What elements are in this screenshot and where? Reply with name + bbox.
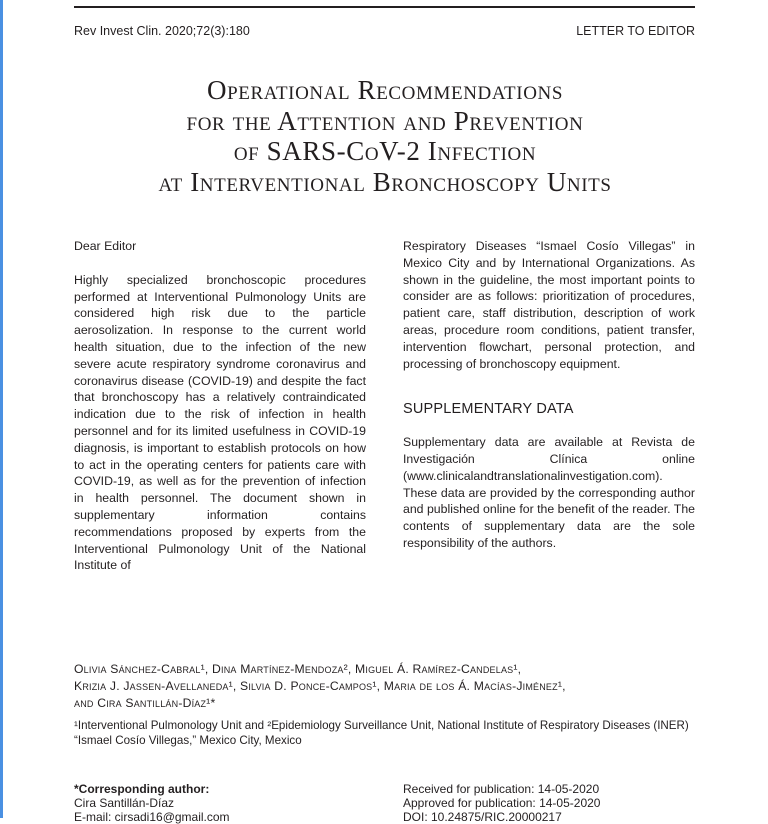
body-paragraph-right: Respiratory Diseases “Ismael Cosío Villegas” in Mexico City and by International Organizations. As shown in the guideline, the most important points to consider are as follows: prioritization of procedures, patient care, staff distribution, description of work areas, procedure room conditions, patient transfer, intervention flowchart, personal protection, and processing of bronchoscopy equipment. [403,239,695,371]
corresponding-email: E-mail: cirsadi16@gmail.com [74,809,230,824]
section-label: LETTER TO EDITOR [576,24,695,38]
title-line-3: of SARS-CoV-2 Infection [233,136,537,166]
corresponding-label: *Corresponding author: [74,782,210,796]
doi: DOI: 10.24875/RIC.20000217 [403,809,562,824]
left-edge-line [0,0,3,818]
authors-line-3: and Cira Santillán-Díaz¹* [74,695,216,710]
article-title [60,75,710,197]
affiliation-line-1: ¹Interventional Pulmonology Unit and ²Epidemiology Surveillance Unit, National Institute of Respiratory Diseases (INER) [74,719,689,732]
title-line-4: at Interventional Bronchoscopy Units [158,166,612,197]
title-line-1: Operational Recommendations [206,75,563,105]
top-rule [74,6,695,8]
affiliation-line-2: “Ismael Cosío Villegas,” Mexico City, Mexico [74,734,302,747]
corresponding-name: Cira Santillán-Díaz [74,795,175,810]
approved-date: Approved for publication: 14-05-2020 [403,795,601,810]
title-line-2: for the Attention and Prevention [186,105,584,136]
supplementary-text: Supplementary data are available at Revista de Investigación Clínica online (www.clinicalandtranslationalinvestigation.com). These data are provided by the corresponding author and published online for the benefit of the reader. The contents of supplementary data are the sole responsibility of the authors. [403,435,695,550]
affiliations [74,718,699,748]
left-column [74,238,366,574]
body-paragraph-left: Highly specialized bronchoscopic procedures performed at Interventional Pulmonology Units are considered high risk due to the particle aerosolization. In response to the current world health situation, due to the infection of the new severe acute respiratory syndrome coronavirus and coronavirus disease (COVID-19) and despite the fact that bronchoscopy has a relatively contraindicated indication due to the risk of infection in health personnel and for its limited usefulness in COVID-19 diagnosis, is important to establish protocols on how to act in the operating centers for patients care with COVID-19, as well as for the prevention of infection in health personnel. The document shown in supplementary information contains recommendations proposed by experts from the Interventional Pulmonology Unit of the National Institute of [74,272,366,573]
supplementary-heading: SUPPLEMENTARY DATA [403,401,574,418]
journal-citation: Rev Invest Clin. 2020;72(3):180 [74,24,250,38]
right-column [403,238,695,552]
authors-line-1: Olivia Sánchez-Cabral¹, Dina Martínez-Mendoza², Miguel Á. Ramírez-Candelas¹, [74,662,522,676]
authors-line-2: Krizia J. Jassen-Avellaneda¹, Silvia D. Ponce-Campos¹, Maria de los Á. Macías-Jiménez¹, [74,678,566,693]
salutation: Dear Editor [74,239,137,253]
running-head [74,24,695,40]
author-list [74,661,694,711]
received-date: Received for publication: 14-05-2020 [403,782,600,796]
